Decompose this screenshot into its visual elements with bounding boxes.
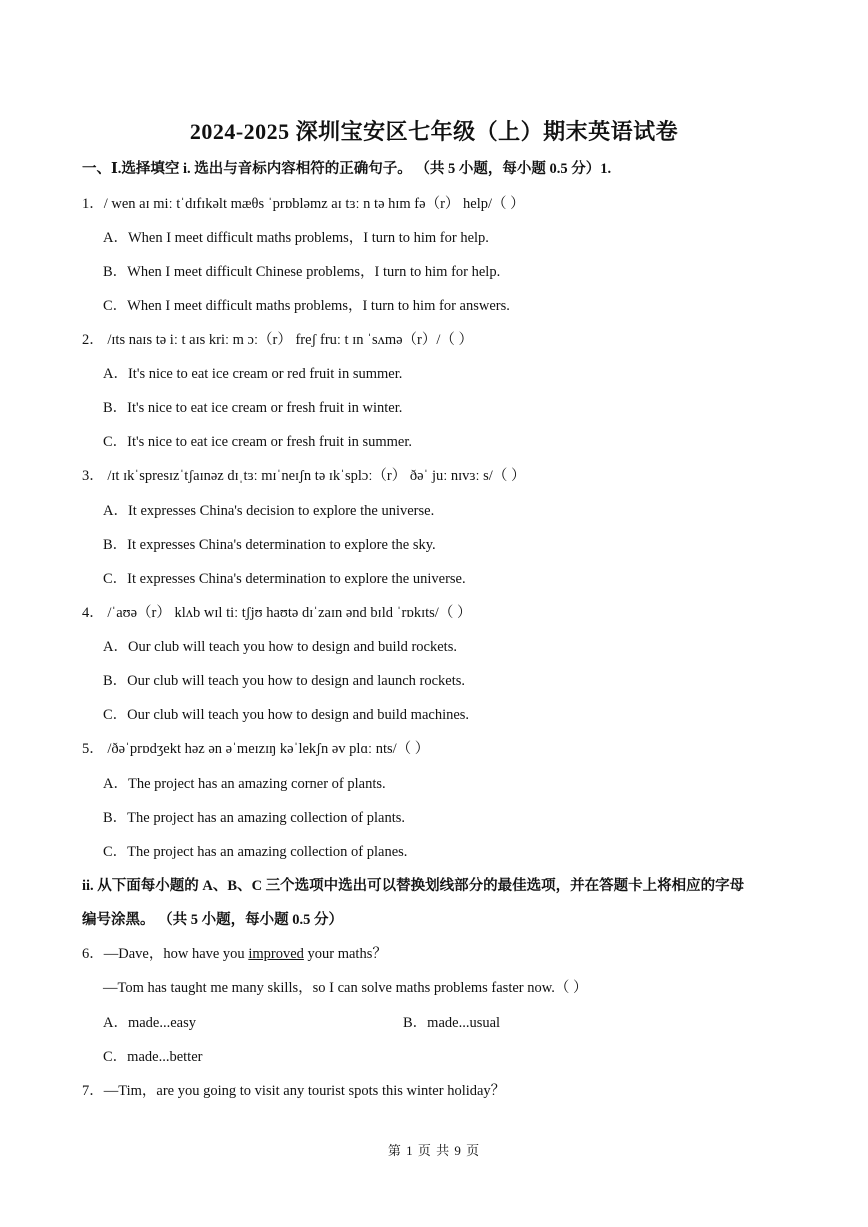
question-5-option-b: B．The project has an amazing collection of plants.	[103, 810, 405, 826]
question-4-option-c: C．Our club will teach you how to design and build machines.	[103, 707, 470, 723]
question-1-option-b: B．When I meet difficult Chinese problems，I turn to him for help.	[103, 264, 501, 280]
page-title: 2024-2025 深圳宝安区七年级（上）期末英语试卷	[189, 119, 679, 144]
question-4-option-b: B．Our club will teach you how to design and launch rockets.	[103, 673, 466, 689]
question-2-option-c: C．It's nice to eat ice cream or fresh fruit in summer.	[103, 434, 413, 450]
question-6-option-c: C．made...better	[103, 1049, 203, 1065]
question-6-reply: —Tom has taught me many skills，so I can solve maths problems faster now.（ ）	[103, 980, 588, 996]
question-3-option-c: C．It expresses China's determination to explore the universe.	[103, 571, 466, 587]
question-2-option-a: A．It's nice to eat ice cream or red fruit in summer.	[103, 366, 403, 382]
question-1-stem: 1．/ wen aɪ miː tˈdɪfɪkəlt mæθs ˈprɒbləmz aɪ tɜː n tə hɪm fə（r） help/（ ）	[82, 196, 525, 212]
question-7-stem: 7．—Tim，are you going to visit any tourist spots this winter holiday？	[82, 1083, 506, 1099]
question-6-option-b: B．made...usual	[403, 1015, 501, 1031]
section1-heading: 一、Ⅰ.选择填空 i. 选出与音标内容相符的正确句子。 （共 5 小题，每小题 0.5 分）1.	[82, 161, 612, 177]
section2-heading-line2: 编号涂黑。 （共 5 小题，每小题 0.5 分）	[82, 912, 343, 928]
question-3-option-b: B．It expresses China's determination to explore the sky.	[103, 537, 436, 553]
section2-heading-line1: ii. 从下面每小题的 A、B、C 三个选项中选出可以替换划线部分的最佳选项，并在答题卡上将相应的字母	[82, 878, 745, 894]
question-3-stem: 3． /ɪt ɪkˈspresɪzˈtʃaɪnəz dɪˌtɜː mɪˈneɪʃn tə ɪkˈsplɔː（r） ðəˈ juː nɪvɜː s/（ ）	[82, 468, 526, 484]
question-6-stem	[82, 942, 387, 963]
question-1-option-c: C．When I meet difficult maths problems，I turn to him for answers.	[103, 298, 510, 314]
question-6-underlined-word: improved	[248, 946, 304, 962]
page-footer: 第 1 页 共 9 页	[387, 1143, 481, 1158]
question-6-prefix: 6．—Dave，how have you	[82, 946, 249, 962]
question-5-option-a: A．The project has an amazing corner of plants.	[103, 776, 386, 792]
question-5-option-c: C．The project has an amazing collection of planes.	[103, 844, 408, 860]
question-6-option-a: A．made...easy	[103, 1015, 197, 1031]
question-4-stem: 4． /ˈaʊə（r） klʌb wɪl tiː tʃjʊ haʊtə dɪˈzaɪn ənd bɪld ˈrɒkɪts/（ ）	[82, 605, 472, 621]
question-3-option-a: A．It expresses China's decision to explore the universe.	[103, 503, 435, 519]
question-2-stem: 2． /ɪts naɪs tə iː t aɪs kriː m ɔː（r） freʃ fruː t ɪn ˈsʌmə（r）/（ ）	[82, 332, 474, 348]
question-6-suffix: your maths？	[303, 946, 387, 962]
question-1-option-a: A．When I meet difficult maths problems，I turn to him for help.	[103, 230, 489, 246]
question-2-option-b: B．It's nice to eat ice cream or fresh fruit in winter.	[103, 400, 403, 416]
question-5-stem: 5． /ðəˈprɒdʒekt həz ən əˈmeɪzɪŋ kəˈlekʃn əv plɑː nts/（ ）	[82, 741, 430, 757]
question-4-option-a: A．Our club will teach you how to design and build rockets.	[103, 639, 457, 655]
